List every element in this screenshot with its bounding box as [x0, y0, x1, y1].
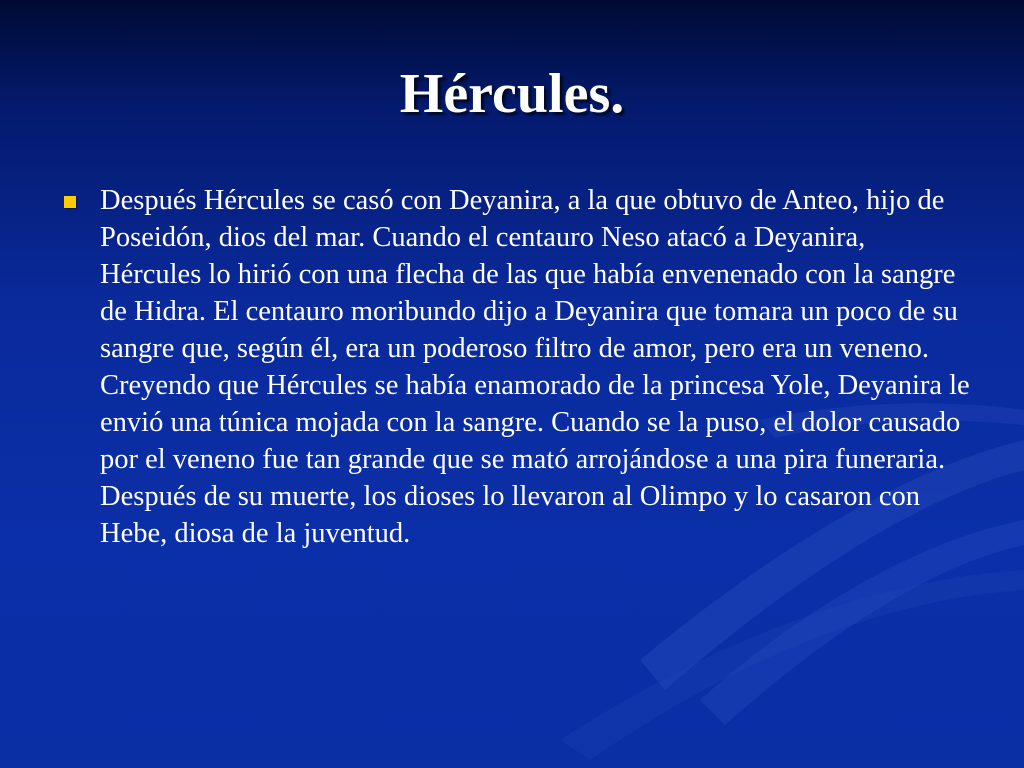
slide-body: [60, 182, 970, 552]
slide-title: Hércules.: [399, 63, 625, 125]
bullet-item: [60, 182, 970, 552]
bullet-text: Después Hércules se casó con Deyanira, a la que obtuvo de Anteo, hijo de Poseidón, dios del mar. Cuando el centauro Neso atacó a Deyanira, Hércules lo hirió con una flecha de las que había envenenado con la sangre de Hidra. El centauro moribundo dijo a Deyanira que tomara un poco de su sangre que, según él, era un poderoso filtro de amor, pero era un veneno. Creyendo que Hércules se había enamorado de la princesa Yole, Deyanira le envió una túnica mojada con la sangre. Cuando se la puso, el dolor causado por el veneno fue tan grande que se mató arrojándose a una pira funeraria. Después de su muerte, los dioses lo llevaron al Olimpo y lo casaron con Hebe, diosa de la juventud.: [100, 185, 970, 549]
square-bullet-icon: [64, 196, 76, 208]
